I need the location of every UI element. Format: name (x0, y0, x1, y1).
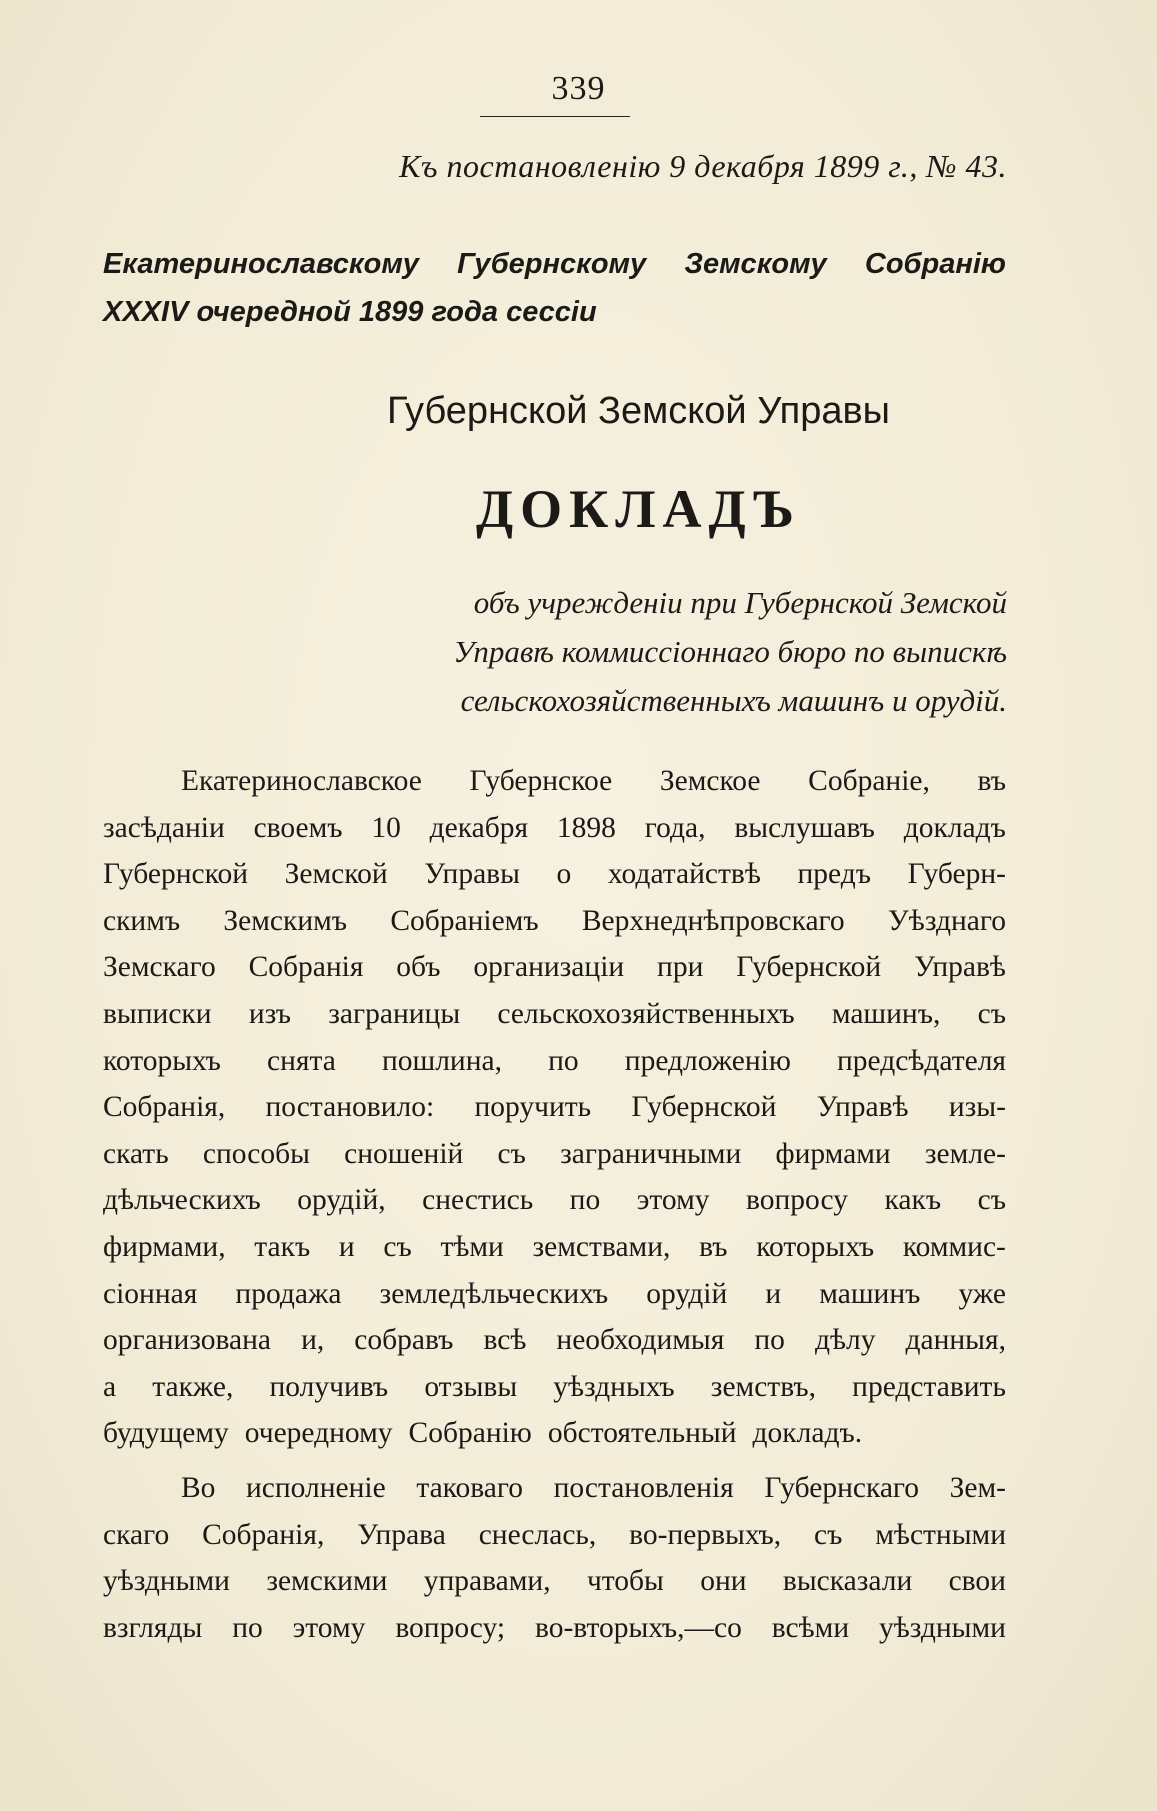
text-line (103, 1038, 1006, 1085)
text-line (103, 1177, 1006, 1224)
word: пошлина, (381, 1044, 502, 1077)
word: съ (977, 1184, 1006, 1217)
word: Верхнеднѣпровскаго (581, 904, 845, 937)
subtitle-line: Управѣ коммиссіоннаго бюро по выпискѣ (453, 634, 1007, 669)
word: фирмами, (103, 1230, 226, 1263)
word: Управа (357, 1518, 446, 1551)
word: Земскаго (103, 951, 216, 984)
word: коммис- (902, 1230, 1006, 1263)
word: по (569, 1184, 601, 1217)
text-line (103, 1131, 1006, 1178)
word: высказали (782, 1565, 913, 1598)
word: Управѣ (914, 951, 1006, 984)
word: машинъ, (831, 997, 941, 1030)
addressee (103, 240, 1006, 336)
word: въ (977, 765, 1006, 797)
word: года, (644, 811, 706, 844)
word: они (700, 1565, 747, 1598)
word: а (103, 1370, 117, 1403)
word: съ (977, 997, 1006, 1030)
word: земле- (924, 1137, 1006, 1170)
addressee-word: Губернскому (457, 248, 647, 280)
word: отзывы (424, 1370, 518, 1403)
word: мѣстными (875, 1518, 1006, 1551)
word: земствъ, (710, 1370, 817, 1403)
word: скаго (103, 1518, 170, 1551)
report-title: ДОКЛАДЪ (475, 479, 801, 539)
text-line (103, 1605, 1006, 1652)
word: при (657, 951, 704, 984)
word: будущему (103, 1417, 229, 1450)
word: снестись (422, 1184, 534, 1217)
word: необходимыя (556, 1324, 725, 1357)
word: вопросу; (395, 1611, 506, 1644)
word: всѣми (771, 1611, 850, 1644)
text-line (103, 1224, 1006, 1271)
word: Губернской (736, 951, 882, 984)
word: собравъ (354, 1324, 454, 1357)
text-line (103, 1084, 1006, 1131)
word: земледѣльческихъ (379, 1277, 609, 1310)
word: Управы (424, 858, 520, 891)
word: данныя, (905, 1324, 1006, 1357)
word: и (765, 1277, 782, 1310)
word: очередному (244, 1417, 393, 1450)
word: ходатайствѣ (607, 858, 761, 891)
word: Управѣ (816, 1091, 909, 1124)
word: Собраніемъ (390, 904, 539, 937)
word: постановленія (553, 1471, 734, 1504)
word: снята (267, 1044, 336, 1077)
word: по (754, 1324, 785, 1357)
word: о (556, 858, 572, 891)
word: Собранія, (202, 1518, 325, 1551)
word: какъ (884, 1184, 942, 1217)
word: Земское (659, 765, 761, 797)
word: исполненіе (246, 1471, 386, 1504)
text-line (103, 1512, 1006, 1559)
word: Собраніе, (808, 765, 930, 797)
word: уѣздными (103, 1565, 230, 1598)
word: сношеній (344, 1137, 464, 1170)
word: земскими (266, 1565, 388, 1598)
word: по (232, 1611, 263, 1644)
subtitle-line: сельскохозяйственныхъ машинъ и орудій. (460, 683, 1007, 718)
word: поручить (474, 1091, 592, 1124)
word: заграницы (328, 997, 461, 1030)
word: изы- (948, 1091, 1006, 1124)
text-line (103, 944, 1006, 991)
word: которыхъ (103, 1044, 221, 1077)
word: взгляды (103, 1611, 203, 1644)
text-line (103, 1317, 1006, 1364)
word: и (338, 1230, 355, 1263)
word: снеслась, (478, 1518, 597, 1551)
text-line (103, 1410, 1006, 1457)
word: сіонная (103, 1277, 198, 1310)
word: получивъ (269, 1370, 389, 1403)
word: организована (103, 1324, 272, 1357)
word: продажа (235, 1277, 342, 1310)
word: постановило: (265, 1091, 435, 1124)
word: Во (181, 1471, 216, 1504)
text-line (103, 758, 1006, 805)
word: вопросу (746, 1184, 848, 1217)
word: Зем- (949, 1471, 1006, 1504)
addressee-line-1 (103, 240, 1006, 288)
text-line (103, 1271, 1006, 1318)
body-text (103, 758, 1006, 1651)
word: Собранію (408, 1417, 532, 1450)
word: Губернскаго (764, 1471, 920, 1504)
word: скать (103, 1137, 169, 1170)
page-number-rule (480, 116, 630, 117)
word: Губернское (469, 765, 613, 797)
word: фирмами (775, 1137, 891, 1170)
word: уже (958, 1277, 1006, 1310)
word: скимъ (103, 904, 181, 937)
word: земствами, (532, 1230, 671, 1263)
word: машинъ (819, 1277, 921, 1310)
word: этому (292, 1611, 366, 1644)
word: предсѣдателя (837, 1044, 1006, 1077)
word: 1898 (556, 811, 616, 844)
word: съ (497, 1137, 526, 1170)
word: Губернской (631, 1091, 777, 1124)
text-line (103, 898, 1006, 945)
word: Губерн- (907, 858, 1006, 891)
word: Земскимъ (223, 904, 348, 937)
addressee-word: Екатеринославскому (103, 248, 419, 280)
text-line (103, 1364, 1006, 1411)
word: таковаго (416, 1471, 523, 1504)
word: сельскохозяйственныхъ (497, 997, 795, 1030)
addressee-word: Земскому (684, 248, 827, 280)
word: 10 (371, 811, 401, 844)
text-line (103, 1465, 1006, 1512)
word: предложенію (624, 1044, 791, 1077)
word: изъ (248, 997, 292, 1030)
text-line (103, 805, 1006, 852)
word: обстоятельный (547, 1417, 737, 1450)
word: докладъ (903, 811, 1006, 844)
word: Губернской (103, 858, 249, 891)
word: также, (152, 1370, 234, 1403)
word: Земской (284, 858, 388, 891)
text-line (103, 991, 1006, 1038)
word: во-первыхъ, (629, 1518, 782, 1551)
word: дѣльческихъ (103, 1184, 261, 1217)
word: съ (383, 1230, 412, 1263)
word: докладъ. (752, 1417, 863, 1450)
word: декабря (429, 811, 529, 844)
subtitle-line: объ учрежденіи при Губернской Земской (473, 585, 1007, 620)
word: которыхъ (756, 1230, 875, 1263)
word: заграничными (560, 1137, 742, 1170)
word: орудій, (297, 1184, 386, 1217)
text-line (103, 1558, 1006, 1605)
word: въ (699, 1230, 728, 1263)
text-line (103, 851, 1006, 898)
word: Собранія (248, 951, 364, 984)
word: съ (814, 1518, 843, 1551)
word: объ (396, 951, 441, 984)
word: уѣздными (879, 1611, 1006, 1644)
word: всѣ (483, 1324, 527, 1357)
word: такъ (254, 1230, 311, 1263)
word: представить (852, 1370, 1006, 1403)
report-subtitle (387, 578, 1007, 725)
word: выслушавъ (734, 811, 875, 844)
word: дѣлу (814, 1324, 876, 1357)
word: управами, (423, 1565, 551, 1598)
word: орудій (646, 1277, 728, 1310)
paragraph-gap (103, 1457, 1006, 1465)
resolution-reference: Къ постановленію 9 декабря 1899 г., № 43. (399, 148, 1007, 184)
word: своемъ (253, 811, 343, 844)
word: способы (202, 1137, 310, 1170)
word: Уѣзднаго (887, 904, 1006, 937)
page-number: 339 (551, 70, 606, 107)
word: засѣданіи (103, 811, 225, 844)
word: по (548, 1044, 579, 1077)
word: предъ (797, 858, 871, 891)
word: Собранія, (103, 1091, 226, 1124)
word: тѣми (440, 1230, 504, 1263)
word: чтобы (586, 1565, 664, 1598)
word: Екатеринославское (181, 765, 422, 797)
word: этому (636, 1184, 710, 1217)
addressee-line-2: XXXIV очередной 1899 года сессіи (103, 296, 597, 328)
addressee-word: Собранію (864, 248, 1006, 280)
word: и, (301, 1324, 325, 1357)
word: уѣздныхъ (553, 1370, 675, 1403)
word: организаціи (473, 951, 625, 984)
word: выписки (103, 997, 212, 1030)
word: свои (948, 1565, 1006, 1598)
report-heading: Губернской Земской Управы (387, 390, 890, 432)
word: во-вторыхъ,—со (534, 1611, 742, 1644)
